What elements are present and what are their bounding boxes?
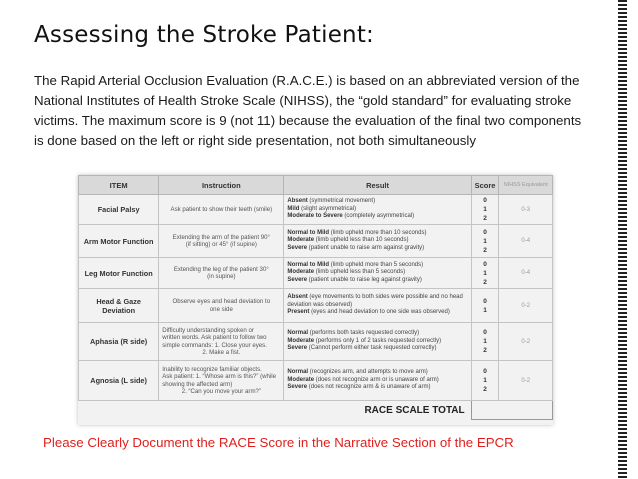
- instruction-line: written words. Ask patient to follow two: [162, 334, 267, 341]
- score-value: 0: [483, 260, 487, 268]
- result-level: Normal to Mild: [287, 229, 330, 236]
- row-nihss: 0-2: [499, 361, 553, 401]
- row-result: [284, 289, 471, 323]
- score-value: 1: [483, 306, 487, 314]
- table-row: [79, 225, 553, 258]
- result-level: Mild: [287, 205, 300, 212]
- result-line: [287, 369, 467, 377]
- row-item: Facial Palsy: [79, 195, 159, 225]
- result-level: Normal to Mild: [287, 261, 330, 268]
- result-level: Moderate: [287, 376, 315, 383]
- result-level: Present: [287, 309, 310, 316]
- footer-note: Please Clearly Document the RACE Score in the Narrative Section of the EPCR: [43, 435, 514, 450]
- result-desc: (eye movements to both sides were possible and no head deviation was observed): [287, 294, 463, 308]
- instruction-line: Ask patient to show their teeth (smile): [170, 205, 273, 213]
- result-level: Absent: [287, 294, 308, 301]
- instruction-line: showing the affected arm): [162, 380, 233, 388]
- row-item: Agnosia (L side): [79, 361, 159, 401]
- row-nihss: 0-3: [499, 195, 553, 225]
- result-desc: (patient unable to raise arm against gravity): [307, 244, 425, 251]
- header-item: ITEM: [79, 176, 159, 195]
- row-score: [471, 323, 499, 361]
- race-total-box: [471, 401, 552, 420]
- score-value: 0: [483, 228, 487, 236]
- row-nihss: 0-4: [499, 258, 553, 289]
- row-instruction: [159, 195, 284, 225]
- result-desc: (symmetrical movement): [307, 198, 376, 205]
- row-instruction: [159, 361, 284, 401]
- result-desc: (patient unable to raise leg against gravity): [307, 276, 422, 283]
- result-desc: (performs only 1 of 2 tasks requested correctly): [314, 337, 442, 344]
- score-value: 0: [483, 329, 487, 336]
- header-score: Score: [471, 176, 499, 195]
- score-value: 2: [483, 215, 487, 222]
- result-level: Severe: [287, 384, 308, 391]
- score-value: 1: [483, 269, 487, 277]
- score-value: 1: [483, 237, 487, 245]
- result-level: Severe: [287, 276, 308, 283]
- row-score: [471, 258, 499, 289]
- result-level: Normal: [287, 369, 309, 376]
- row-score: [471, 289, 499, 323]
- score-value: 0: [483, 368, 487, 375]
- result-line: [287, 294, 467, 309]
- result-desc: (eyes and head deviation to one side was observed): [309, 309, 450, 316]
- result-desc: (completely asymmetrical): [342, 213, 415, 220]
- table-header-row: [79, 176, 553, 195]
- instruction-line: Extending the leg of the patient 30°: [173, 265, 269, 273]
- result-level: Moderate: [287, 237, 315, 244]
- row-result: [284, 361, 471, 401]
- result-line: [287, 206, 467, 214]
- score-value: 2: [483, 386, 487, 393]
- instruction-line: 2. Make a fist.: [202, 349, 241, 356]
- result-line: [287, 237, 467, 245]
- row-result: [284, 195, 471, 225]
- row-nihss: 0-2: [499, 289, 553, 323]
- row-item: Arm Motor Function: [79, 225, 159, 258]
- result-level: Absent: [287, 198, 308, 205]
- header-nihss: NIHSS Equivalent: [499, 176, 553, 195]
- score-value: 2: [483, 278, 487, 286]
- result-desc: (limb upheld more than 10 seconds): [329, 229, 427, 236]
- result-line: [287, 213, 467, 221]
- instruction-line: (in supine): [207, 273, 236, 280]
- instruction-line: simple commands: 1. Close your eyes.: [162, 341, 267, 349]
- result-line: [287, 245, 467, 253]
- row-nihss: 0-2: [499, 323, 553, 361]
- result-level: Severe: [287, 345, 308, 352]
- result-level: Severe: [287, 244, 308, 251]
- instruction-line: (if sitting) or 45° (if supine): [185, 241, 257, 248]
- result-line: [287, 345, 467, 353]
- row-instruction: [159, 289, 284, 323]
- result-line: [287, 377, 467, 385]
- score-value: 1: [483, 338, 487, 345]
- result-line: [287, 309, 467, 317]
- row-instruction: [159, 258, 284, 289]
- result-desc: (recognizes arm, and attempts to move arm): [308, 369, 428, 376]
- table-row: [79, 361, 553, 401]
- race-scale-table: [78, 175, 553, 420]
- result-line: [287, 269, 467, 277]
- row-result: [284, 225, 471, 258]
- score-value: 0: [483, 297, 487, 305]
- table-row: [79, 195, 553, 225]
- total-row: [79, 401, 553, 420]
- row-result: [284, 323, 471, 361]
- header-instruction: Instruction: [159, 176, 284, 195]
- row-instruction: [159, 323, 284, 361]
- result-desc: (limb upheld less than 10 seconds): [314, 237, 409, 244]
- instruction-line: 2. “Can you move your arm?”: [181, 388, 261, 395]
- result-level: Moderate: [287, 269, 315, 276]
- result-level: Moderate to Severe: [287, 213, 343, 220]
- decorative-side-rule: [618, 0, 627, 479]
- result-line: [287, 338, 467, 346]
- instruction-line: Difficulty understanding spoken or: [162, 326, 254, 334]
- result-line: [287, 330, 467, 338]
- row-result: [284, 258, 471, 289]
- instruction-line: one side: [209, 305, 233, 313]
- row-score: [471, 361, 499, 401]
- table-row: [79, 323, 553, 361]
- result-desc: (does not recognize arm & is unaware of arm): [307, 384, 431, 391]
- race-total-label: RACE SCALE TOTAL: [364, 404, 465, 416]
- row-score: [471, 195, 499, 225]
- instruction-line: Observe eyes and head deviation to: [172, 298, 271, 305]
- result-desc: (limb upheld more than 5 seconds): [329, 261, 424, 268]
- instruction-line: Ask patient: 1. “Whose arm is this?” (while: [162, 373, 277, 380]
- row-item: Aphasia (R side): [79, 323, 159, 361]
- result-desc: (performs both tasks requested correctly): [308, 330, 420, 337]
- slide-title: Assessing the Stroke Patient:: [34, 22, 374, 48]
- result-desc: (does not recognize arm or is unaware of arm): [314, 376, 439, 383]
- instruction-line: Extending the arm of the patient 90°: [172, 233, 270, 241]
- result-desc: (Cannot perform either task requested correctly): [307, 345, 437, 352]
- result-desc: (slight asymmetrical): [299, 205, 357, 212]
- score-value: 1: [483, 377, 487, 384]
- result-line: [287, 384, 467, 392]
- row-item: Head & Gaze Deviation: [79, 289, 159, 323]
- row-instruction: [159, 225, 284, 258]
- header-result: Result: [284, 176, 471, 195]
- result-line: [287, 198, 467, 206]
- intro-paragraph: The Rapid Arterial Occlusion Evaluation (R.A.C.E.) is based on an abbreviated version of the National Institutes of Health Stroke Scale (NIHSS), the “gold standard” for evaluating stroke victims. The maximum score is 9 (not 11) because the evaluation of the final two components is done based on the left or right side presentation, not both simultaneously: [34, 73, 582, 148]
- table-row: [79, 289, 553, 323]
- instruction-line: Inability to recognize familiar objects.: [162, 365, 262, 373]
- score-value: 2: [483, 347, 487, 354]
- result-level: Moderate: [287, 337, 315, 344]
- result-desc: (limb upheld less than 5 seconds): [314, 269, 406, 276]
- race-scale-table-image: [78, 175, 553, 425]
- score-value: 0: [483, 197, 487, 204]
- result-level: Normal: [287, 330, 309, 337]
- result-line: [287, 262, 467, 270]
- score-value: 2: [483, 246, 487, 254]
- result-line: [287, 277, 467, 285]
- row-nihss: 0-4: [499, 225, 553, 258]
- row-item: Leg Motor Function: [79, 258, 159, 289]
- result-line: [287, 230, 467, 238]
- row-score: [471, 225, 499, 258]
- score-value: 1: [483, 206, 487, 213]
- table-row: [79, 258, 553, 289]
